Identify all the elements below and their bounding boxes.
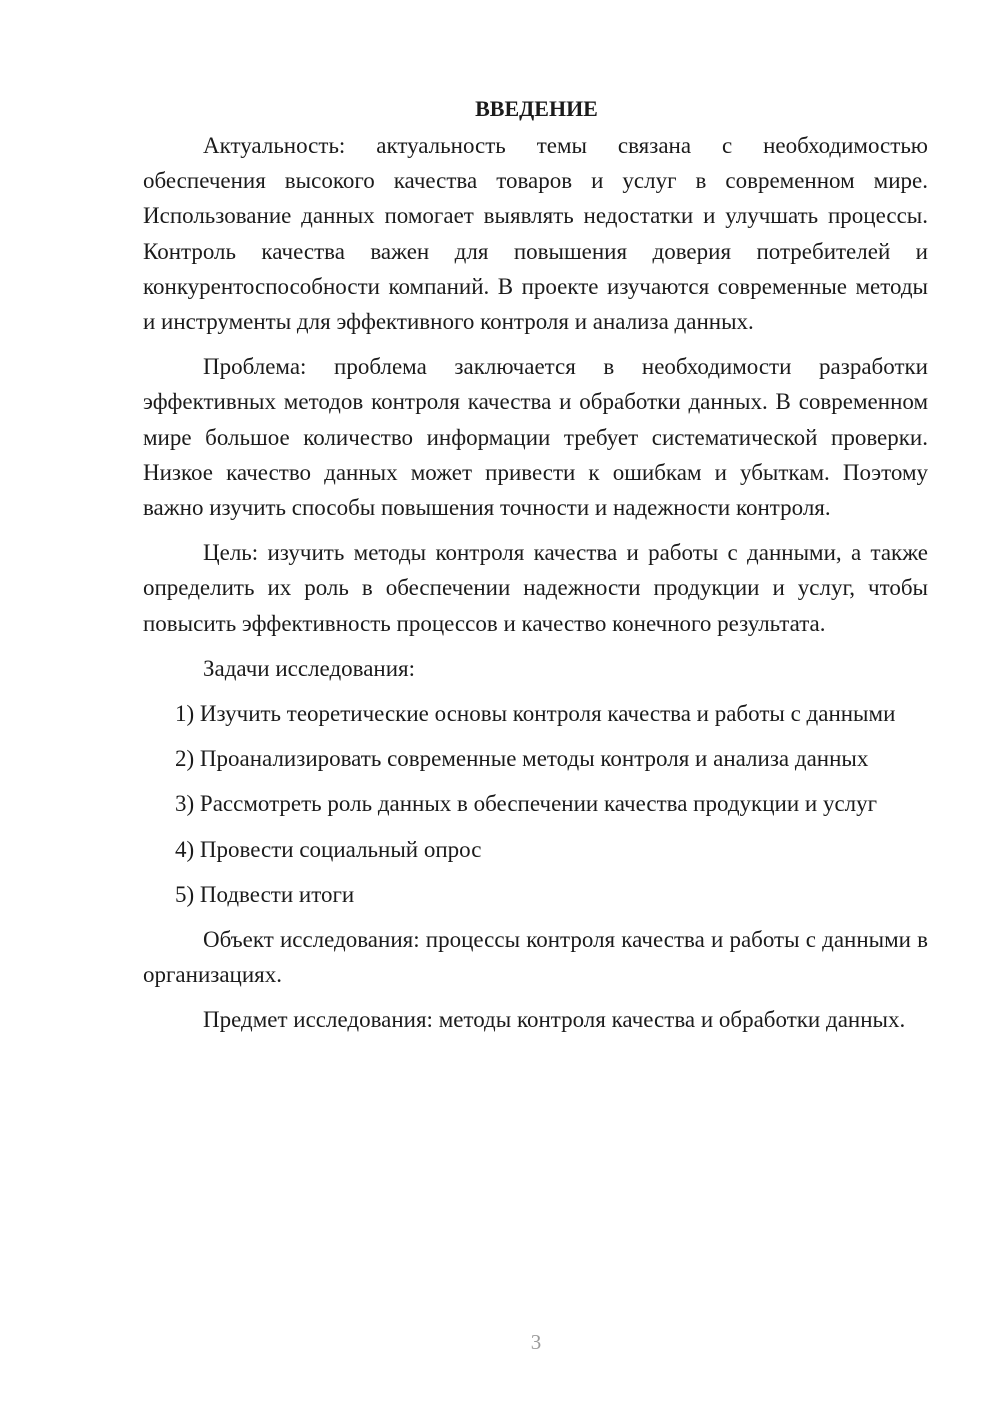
- task-item-3: 3) Рассмотреть роль данных в обеспечении качества продукции и услуг: [175, 791, 878, 817]
- object-paragraph: Объект исследования: процессы контроля качества и работы с данными в организациях.: [143, 927, 928, 988]
- page-content: [143, 91, 928, 1048]
- subject-paragraph: Предмет исследования: методы контроля качества и обработки данных.: [203, 1007, 906, 1033]
- task-item-1: 1) Изучить теоретические основы контроля качества и работы с данными: [175, 701, 896, 727]
- task-item-5: 5) Подвести итоги: [175, 881, 355, 907]
- page-number: 3: [530, 1330, 542, 1354]
- section-heading: ВВЕДЕНИЕ: [475, 96, 598, 121]
- problem-paragraph: Проблема: проблема заключается в необходимости разработки эффективных методов контроля качества и обработки данных. В современном мире большое количество информации требует систематической проверки. Низкое качество данных может привести к ошибкам и убыткам. Поэтому важно изучить способы повышения точности и надежности контроля.: [143, 354, 928, 521]
- relevance-paragraph: Актуальность: актуальность темы связана с необходимостью обеспечения высокого качества товаров и услуг в современном мире. Использование данных помогает выявлять недостатки и улучшать процессы. Контроль качества важен для повышения доверия потребителей и конкурентоспособности компаний. В проекте изучаются современные методы и инструменты для эффективного контроля и анализа данных.: [143, 133, 928, 335]
- task-item-2: 2) Проанализировать современные методы контроля и анализа данных: [175, 746, 869, 772]
- tasks-intro: Задачи исследования:: [203, 655, 416, 681]
- task-item-4: 4) Провести социальный опрос: [175, 836, 482, 862]
- goal-paragraph: Цель: изучить методы контроля качества и работы с данными, а также определить их роль в обеспечении надежности продукции и услуг, чтобы повысить эффективность процессов и качество конечного результата.: [143, 540, 928, 636]
